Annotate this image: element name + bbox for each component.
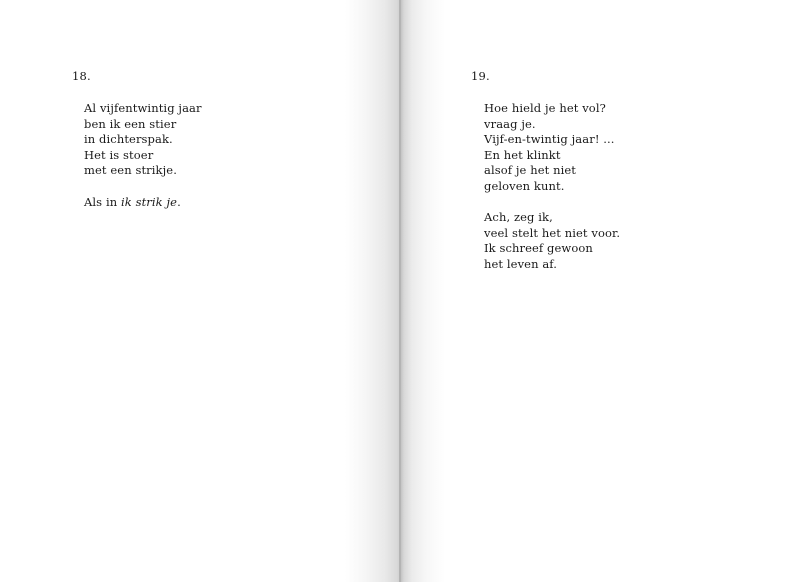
line-text: Als in — [84, 194, 121, 209]
poem-line — [84, 195, 202, 211]
stanza — [484, 210, 620, 272]
poem-line: Ach, zeg ik, — [484, 210, 553, 225]
poem-line: En het klinkt — [484, 147, 561, 162]
poem-line: het leven af. — [484, 256, 557, 271]
page-number: 19. — [471, 69, 490, 83]
stanza — [84, 101, 202, 179]
poem-line: ben ik een stier — [84, 116, 177, 131]
poem-line: Al vijfentwintig jaar — [84, 101, 202, 115]
poem — [484, 101, 620, 288]
book-gutter — [399, 0, 401, 582]
poem-line: veel stelt het niet voor. — [484, 225, 621, 240]
line-text: . — [177, 194, 181, 209]
stanza — [484, 101, 620, 195]
italic-text: ik strik je — [120, 194, 178, 209]
poem-line: Hoe hield je het vol? — [484, 101, 606, 115]
poem-line: met een strikje. — [84, 163, 177, 178]
poem-line: Het is stoer — [84, 147, 154, 162]
poem-line: Vijf-en-twintig jaar! ... — [484, 132, 615, 147]
poem — [84, 101, 202, 226]
poem-line: vraag je. — [484, 116, 536, 131]
poem-line: alsof je het niet — [484, 163, 576, 178]
right-page — [400, 0, 800, 582]
page-number: 18. — [72, 69, 91, 83]
poem-line: geloven kunt. — [484, 178, 565, 193]
stanza — [84, 195, 202, 211]
poem-line: Ik schreef gewoon — [484, 241, 593, 256]
poem-line: in dichterspak. — [84, 132, 173, 147]
